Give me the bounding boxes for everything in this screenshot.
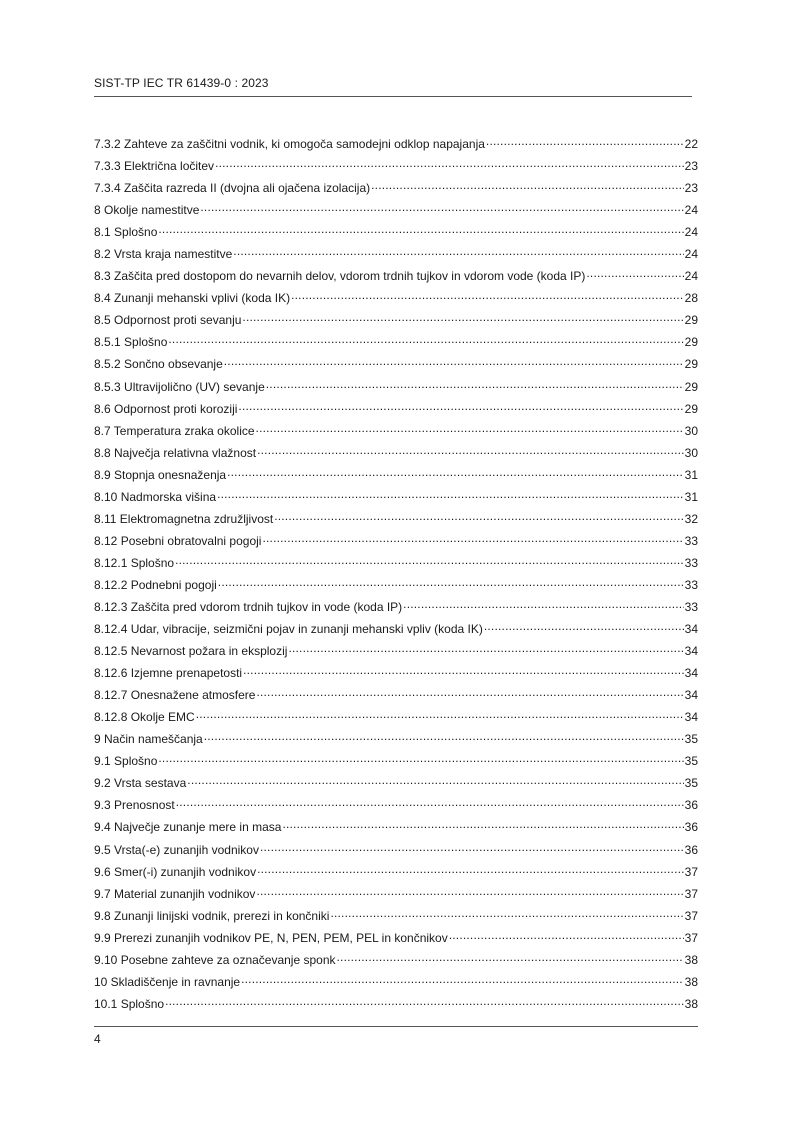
toc-entry-title: 8.12.5 Nevarnost požara in eksplozij — [94, 644, 288, 659]
toc-entry-title: 8.12 Posebni obratovalni pogoji — [94, 533, 262, 548]
toc-entry-page: 24 — [684, 247, 698, 262]
toc-leader-dots — [158, 751, 683, 765]
toc-entry-page: 34 — [684, 622, 698, 637]
toc-entry[interactable] — [94, 884, 698, 906]
toc-leader-dots — [217, 487, 684, 501]
toc-entry-title: 7.3.3 Električna ločitev — [94, 159, 215, 174]
toc-entry[interactable] — [94, 641, 698, 663]
header-divider — [94, 96, 692, 97]
toc-leader-dots — [403, 597, 683, 611]
toc-entry-title: 10.1 Splošno — [94, 996, 165, 1011]
toc-leader-dots — [204, 729, 684, 743]
toc-entry-page: 29 — [684, 335, 698, 350]
toc-entry-title: 9.1 Splošno — [94, 754, 158, 769]
toc-entry-page: 34 — [684, 688, 698, 703]
toc-entry[interactable] — [94, 465, 698, 487]
toc-entry-page: 35 — [684, 754, 698, 769]
toc-entry-title: 9.4 Največje zunanje mere in masa — [94, 820, 282, 835]
toc-entry[interactable] — [94, 266, 698, 288]
toc-entry-title: 9.5 Vrsta(-e) zunanjih vodnikov — [94, 842, 259, 857]
toc-entry-title: 8.3 Zaščita pred dostopom do nevarnih delov, vdorom trdnih tujkov in vdorom vode (koda IP) — [94, 269, 586, 284]
toc-entry[interactable] — [94, 707, 698, 729]
toc-entry-title: 8.12.8 Okolje EMC — [94, 710, 195, 725]
toc-entry-page: 38 — [684, 974, 698, 989]
toc-leader-dots — [224, 354, 684, 368]
toc-leader-dots — [282, 817, 683, 831]
toc-entry-title: 8.12.7 Onesnažene atmosfere — [94, 688, 256, 703]
toc-entry-page: 37 — [684, 908, 698, 923]
toc-leader-dots — [257, 443, 684, 457]
toc-entry-title: 7.3.2 Zahteve za zaščitni vodnik, ki omogoča samodejni odklop napajanja — [94, 137, 485, 151]
toc-entry[interactable] — [94, 509, 698, 531]
toc-leader-dots — [274, 509, 683, 523]
toc-entry[interactable] — [94, 288, 698, 310]
toc-entry-title: 9.2 Vrsta sestava — [94, 776, 187, 791]
toc-leader-dots — [260, 840, 684, 854]
toc-entry[interactable] — [94, 377, 698, 399]
toc-entry[interactable] — [94, 685, 698, 707]
toc-entry[interactable] — [94, 421, 698, 443]
toc-entry-page: 37 — [684, 864, 698, 879]
toc-entry-page: 33 — [684, 555, 698, 570]
toc-entry-title: 8.2 Vrsta kraja namestitve — [94, 247, 233, 262]
toc-entry-page: 37 — [684, 886, 698, 901]
toc-entry-page: 24 — [684, 225, 698, 240]
toc-entry[interactable] — [94, 597, 698, 619]
toc-entry-title: 8.12.3 Zaščita pred vdorom trdnih tujkov in vode (koda IP) — [94, 599, 403, 614]
toc-entry[interactable] — [94, 773, 698, 795]
toc-entry-page: 29 — [684, 357, 698, 372]
toc-entry-title: 9.10 Posebne zahteve za označevanje sponk — [94, 952, 336, 967]
toc-entry-page: 31 — [684, 467, 698, 482]
toc-leader-dots — [484, 619, 684, 633]
toc-leader-dots — [266, 377, 684, 391]
toc-entry-title: 8.5.1 Splošno — [94, 335, 168, 350]
toc-leader-dots — [215, 156, 684, 170]
toc-entry[interactable] — [94, 310, 698, 332]
toc-entry[interactable] — [94, 840, 698, 862]
toc-entry[interactable] — [94, 994, 698, 1016]
toc-entry-title: 9.9 Prerezi zunanjih vodnikov PE, N, PEN, PEM, PEL in končnikov — [94, 930, 448, 945]
toc-entry-page: 33 — [684, 533, 698, 548]
toc-entry-page: 35 — [684, 776, 698, 791]
toc-entry-page: 36 — [684, 842, 698, 857]
toc-entry[interactable] — [94, 200, 698, 222]
toc-leader-dots — [196, 707, 684, 721]
toc-entry[interactable] — [94, 950, 698, 972]
toc-leader-dots — [257, 862, 684, 876]
table-of-contents — [94, 134, 698, 1016]
toc-entry-title: 9.6 Smer(-i) zunanjih vodnikov — [94, 864, 257, 879]
toc-entry[interactable] — [94, 862, 698, 884]
toc-leader-dots — [256, 421, 684, 435]
toc-entry-page: 38 — [684, 996, 698, 1011]
toc-entry[interactable] — [94, 487, 698, 509]
toc-entry[interactable] — [94, 928, 698, 950]
toc-leader-dots — [233, 244, 683, 258]
toc-entry-title: 9 Način nameščanja — [94, 732, 203, 747]
toc-leader-dots — [256, 685, 683, 699]
toc-entry-page: 36 — [684, 820, 698, 835]
toc-leader-dots — [256, 884, 683, 898]
page-number: 4 — [94, 1032, 101, 1046]
toc-entry-title: 8.6 Odpornost proti koroziji — [94, 401, 238, 416]
toc-entry[interactable] — [94, 795, 698, 817]
toc-entry-page: 24 — [684, 203, 698, 218]
toc-entry-page: 34 — [684, 666, 698, 681]
toc-entry-title: 8.4 Zunanji mehanski vplivi (koda IK) — [94, 291, 291, 306]
toc-entry[interactable] — [94, 156, 698, 178]
toc-leader-dots — [187, 773, 683, 787]
toc-leader-dots — [241, 972, 684, 986]
toc-entry-title: 8.12.6 Izjemne prenapetosti — [94, 666, 243, 681]
toc-entry-page: 38 — [684, 952, 698, 967]
toc-entry[interactable] — [94, 619, 698, 641]
toc-entry[interactable] — [94, 729, 698, 751]
toc-entry[interactable] — [94, 443, 698, 465]
toc-entry-title: 8.12.1 Splošno — [94, 555, 175, 570]
toc-entry[interactable] — [94, 354, 698, 376]
toc-entry-title: 8.7 Temperatura zraka okolice — [94, 423, 255, 438]
toc-entry[interactable] — [94, 972, 698, 994]
toc-entry-title: 8.5 Odpornost proti sevanju — [94, 313, 242, 328]
toc-leader-dots — [176, 795, 684, 809]
toc-entry-page: 28 — [684, 291, 698, 306]
toc-leader-dots — [371, 178, 684, 192]
toc-leader-dots — [238, 399, 683, 413]
toc-entry-title: 8.10 Nadmorska višina — [94, 489, 217, 504]
toc-entry-page: 23 — [684, 159, 698, 174]
document-header: SIST-TP IEC TR 61439-0 : 2023 — [94, 76, 269, 90]
toc-entry-page: 31 — [684, 489, 698, 504]
toc-entry-page: 33 — [684, 599, 698, 614]
toc-entry-title: 8.11 Elektromagnetna združljivost — [94, 511, 274, 526]
toc-entry[interactable] — [94, 332, 698, 354]
toc-entry[interactable] — [94, 178, 698, 200]
toc-leader-dots — [486, 134, 684, 148]
toc-entry-title: 9.7 Material zunanjih vodnikov — [94, 886, 256, 901]
toc-entry-page: 22 — [684, 137, 698, 151]
toc-leader-dots — [242, 310, 683, 324]
toc-entry-page: 34 — [684, 710, 698, 725]
toc-entry-title: 9.3 Prenosnost — [94, 798, 175, 813]
toc-leader-dots — [227, 465, 684, 479]
toc-entry[interactable] — [94, 553, 698, 575]
toc-entry-title: 8.8 Največja relativna vlažnost — [94, 445, 257, 460]
toc-entry-title: 8.5.2 Sončno obsevanje — [94, 357, 223, 372]
toc-leader-dots — [288, 641, 683, 655]
toc-entry[interactable] — [94, 663, 698, 685]
toc-entry[interactable] — [94, 751, 698, 773]
toc-entry[interactable] — [94, 222, 698, 244]
toc-entry-title: 8 Okolje namestitve — [94, 203, 200, 218]
toc-entry-title: 7.3.4 Zaščita razreda II (dvojna ali ojačena izolacija) — [94, 181, 371, 196]
toc-leader-dots — [158, 222, 683, 236]
toc-entry-page: 29 — [684, 313, 698, 328]
toc-entry-page: 32 — [684, 511, 698, 526]
toc-leader-dots — [291, 288, 684, 302]
toc-entry[interactable] — [94, 575, 698, 597]
toc-leader-dots — [337, 950, 684, 964]
toc-entry[interactable] — [94, 531, 698, 553]
toc-leader-dots — [330, 906, 683, 920]
toc-entry-page: 24 — [684, 269, 698, 284]
toc-leader-dots — [586, 266, 683, 280]
toc-entry-title: 8.1 Splošno — [94, 225, 158, 240]
toc-entry-page: 35 — [684, 732, 698, 747]
toc-entry[interactable] — [94, 134, 698, 156]
toc-leader-dots — [168, 332, 683, 346]
toc-entry-title: 8.5.3 Ultravijolično (UV) sevanje — [94, 379, 265, 394]
toc-entry-page: 37 — [684, 930, 698, 945]
toc-entry[interactable] — [94, 244, 698, 266]
toc-entry-page: 29 — [684, 401, 698, 416]
toc-entry-title: 8.12.2 Podnebni pogoji — [94, 577, 217, 592]
toc-entry-page: 29 — [684, 379, 698, 394]
toc-entry-page: 34 — [684, 644, 698, 659]
footer-divider — [94, 1026, 698, 1027]
toc-entry-title: 9.8 Zunanji linijski vodnik, prerezi in končniki — [94, 908, 330, 923]
toc-entry-page: 30 — [684, 445, 698, 460]
toc-leader-dots — [449, 928, 684, 942]
toc-leader-dots — [262, 531, 683, 545]
toc-entry[interactable] — [94, 817, 698, 839]
toc-entry-page: 23 — [684, 181, 698, 196]
toc-entry-page: 33 — [684, 577, 698, 592]
toc-leader-dots — [165, 994, 684, 1008]
toc-leader-dots — [200, 200, 683, 214]
toc-leader-dots — [175, 553, 684, 567]
toc-entry[interactable] — [94, 906, 698, 928]
toc-entry[interactable] — [94, 399, 698, 421]
toc-leader-dots — [243, 663, 684, 677]
toc-entry-page: 30 — [684, 423, 698, 438]
toc-entry-page: 36 — [684, 798, 698, 813]
toc-leader-dots — [218, 575, 684, 589]
toc-entry-title: 10 Skladiščenje in ravnanje — [94, 974, 241, 989]
toc-entry-title: 8.9 Stopnja onesnaženja — [94, 467, 227, 482]
toc-entry-title: 8.12.4 Udar, vibracije, seizmični pojav in zunanji mehanski vpliv (koda IK) — [94, 622, 483, 637]
